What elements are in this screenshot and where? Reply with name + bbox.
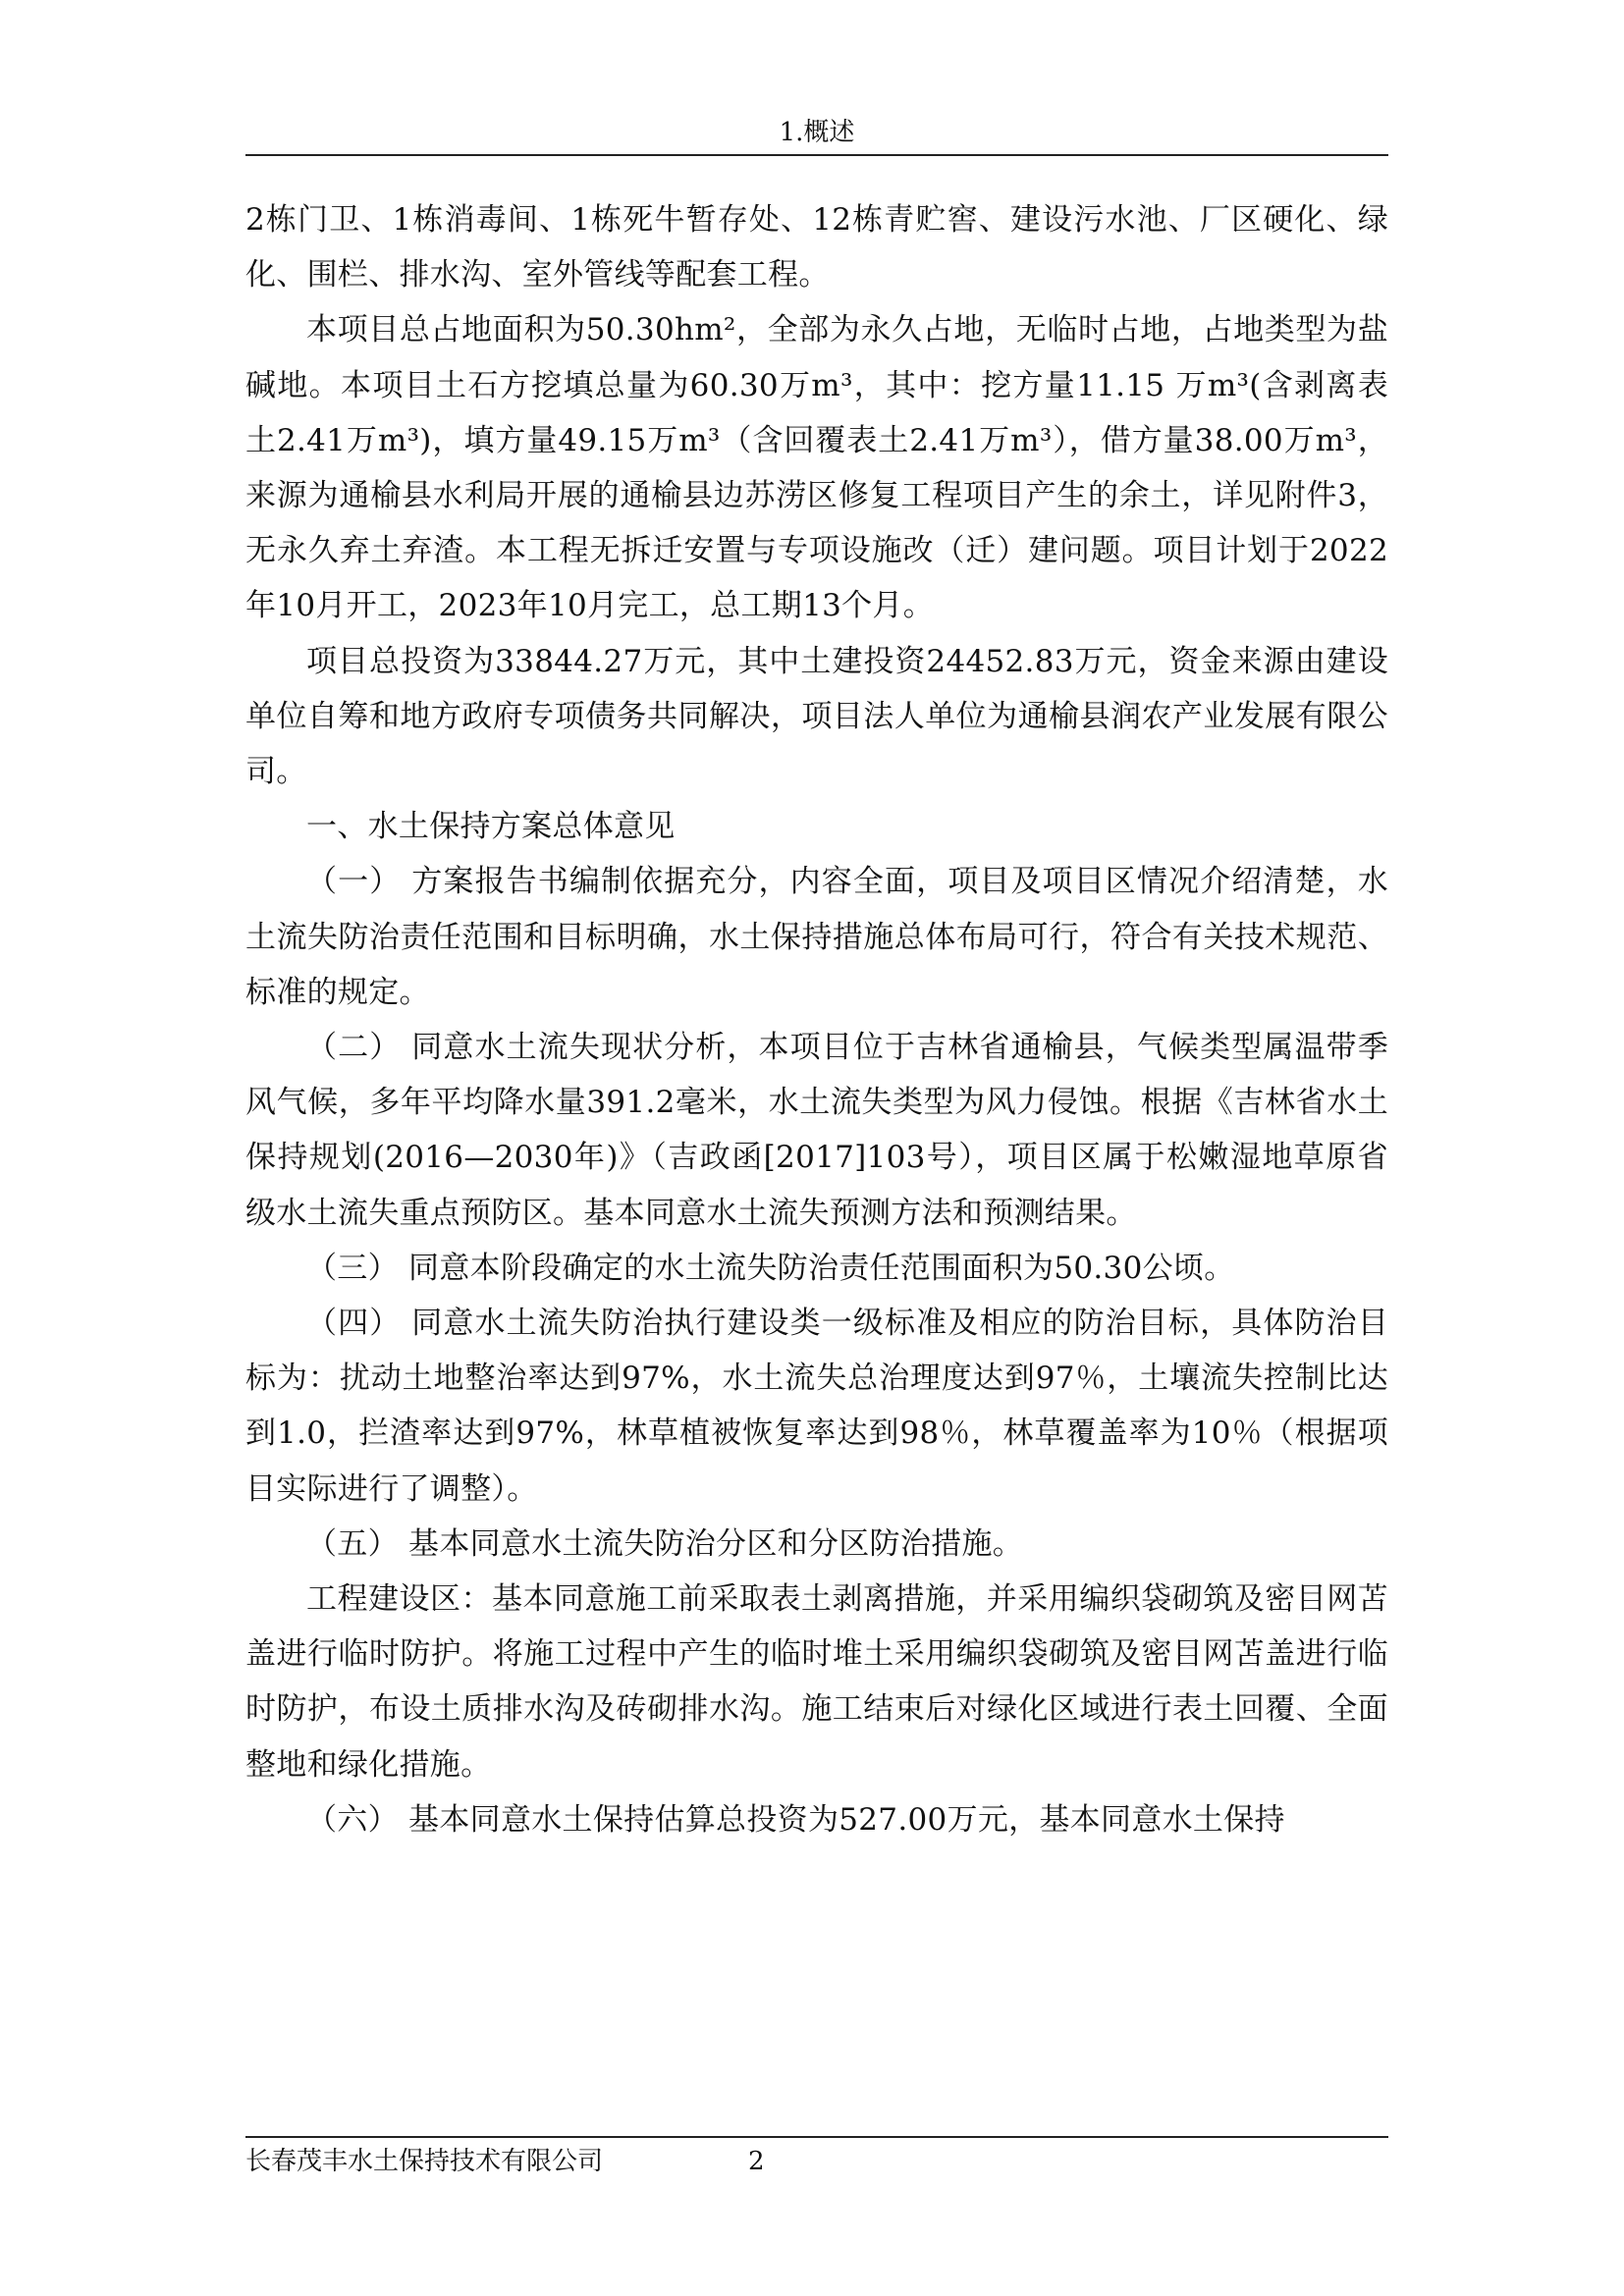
document-body bbox=[245, 192, 1388, 1847]
footer-divider bbox=[245, 2136, 1388, 2138]
paragraph-continuation: 2栋门卫、1栋消毒间、1栋死牛暂存处、12栋青贮窖、建设污水池、厂区硬化、绿化、围栏、排水沟、室外管线等配套工程。 bbox=[245, 202, 1388, 294]
paragraph-item-4: （四） 同意水土流失防治执行建设类一级标准及相应的防治目标，具体防治目标为：扰动土地整治率达到97%，水土流失总治理度达到97％，土壤流失控制比达到1.0，拦渣率达到97%，林草植被恢复率达到98％，林草覆盖率为10％（根据项目实际进行了调整）。 bbox=[245, 1306, 1388, 1507]
paragraph-item-5: （五） 基本同意水土流失防治分区和分区防治措施。 bbox=[306, 1525, 1024, 1562]
paragraph-item-2: （二） 同意水土流失现状分析，本项目位于吉林省通榆县，气候类型属温带季风气候，多年平均降水量391.2毫米，水土流失类型为风力侵蚀。根据《吉林省水土保持规划(2016—2030年)》（吉政函[2017]103号），项目区属于松嫩湿地草原省级水土流失重点预防区。基本同意水土流失预测方法和预测结果。 bbox=[245, 1030, 1388, 1231]
footer-page-number: 2 bbox=[748, 2147, 765, 2176]
paragraph-construction-zone: 工程建设区：基本同意施工前采取表土剥离措施，并采用编织袋砌筑及密目网苫盖进行临时防护。将施工过程中产生的临时堆土采用编织袋砌筑及密目网苫盖进行临时防护，布设土质排水沟及砖砌排水沟。施工结束后对绿化区域进行表土回覆、全面整地和绿化措施。 bbox=[245, 1581, 1388, 1783]
paragraph-land-earthwork: 本项目总占地面积为50.30hm²，全部为永久占地，无临时占地，占地类型为盐碱地。本项目土石方挖填总量为60.30万m³，其中：挖方量11.15 万m³(含剥离表土2.41万m³)，填方量49.15万m³（含回覆表土2.41万m³），借方量38.00万m³，来源为通榆县水利局开展的通榆县边苏涝区修复工程项目产生的余土，详见附件3，无永久弃土弃渣。本工程无拆迁安置与专项设施改（迁）建问题。项目计划于2022年10月开工，2023年10月完工，总工期13个月。 bbox=[245, 312, 1388, 624]
page-header-title: 1.概述 bbox=[779, 118, 855, 147]
paragraph-item-3: （三） 同意本阶段确定的水土流失防治责任范围面积为50.30公顷。 bbox=[306, 1250, 1235, 1286]
section-heading-overall-opinion: 一、水土保持方案总体意见 bbox=[306, 809, 676, 845]
footer-company: 长春茂丰水土保持技术有限公司 bbox=[245, 2147, 604, 2176]
paragraph-investment: 项目总投资为33844.27万元，其中土建投资24452.83万元，资金来源由建设单位自筹和地方政府专项债务共同解决，项目法人单位为通榆县润农产业发展有限公司。 bbox=[245, 643, 1388, 790]
header-divider bbox=[245, 154, 1388, 156]
paragraph-item-1: （一） 方案报告书编制依据充分，内容全面，项目及项目区情况介绍清楚，水土流失防治责任范围和目标明确，水土保持措施总体布局可行，符合有关技术规范、标准的规定。 bbox=[245, 864, 1388, 1010]
paragraph-item-6: （六） 基本同意水土保持估算总投资为527.00万元，基本同意水土保持 bbox=[306, 1801, 1285, 1838]
